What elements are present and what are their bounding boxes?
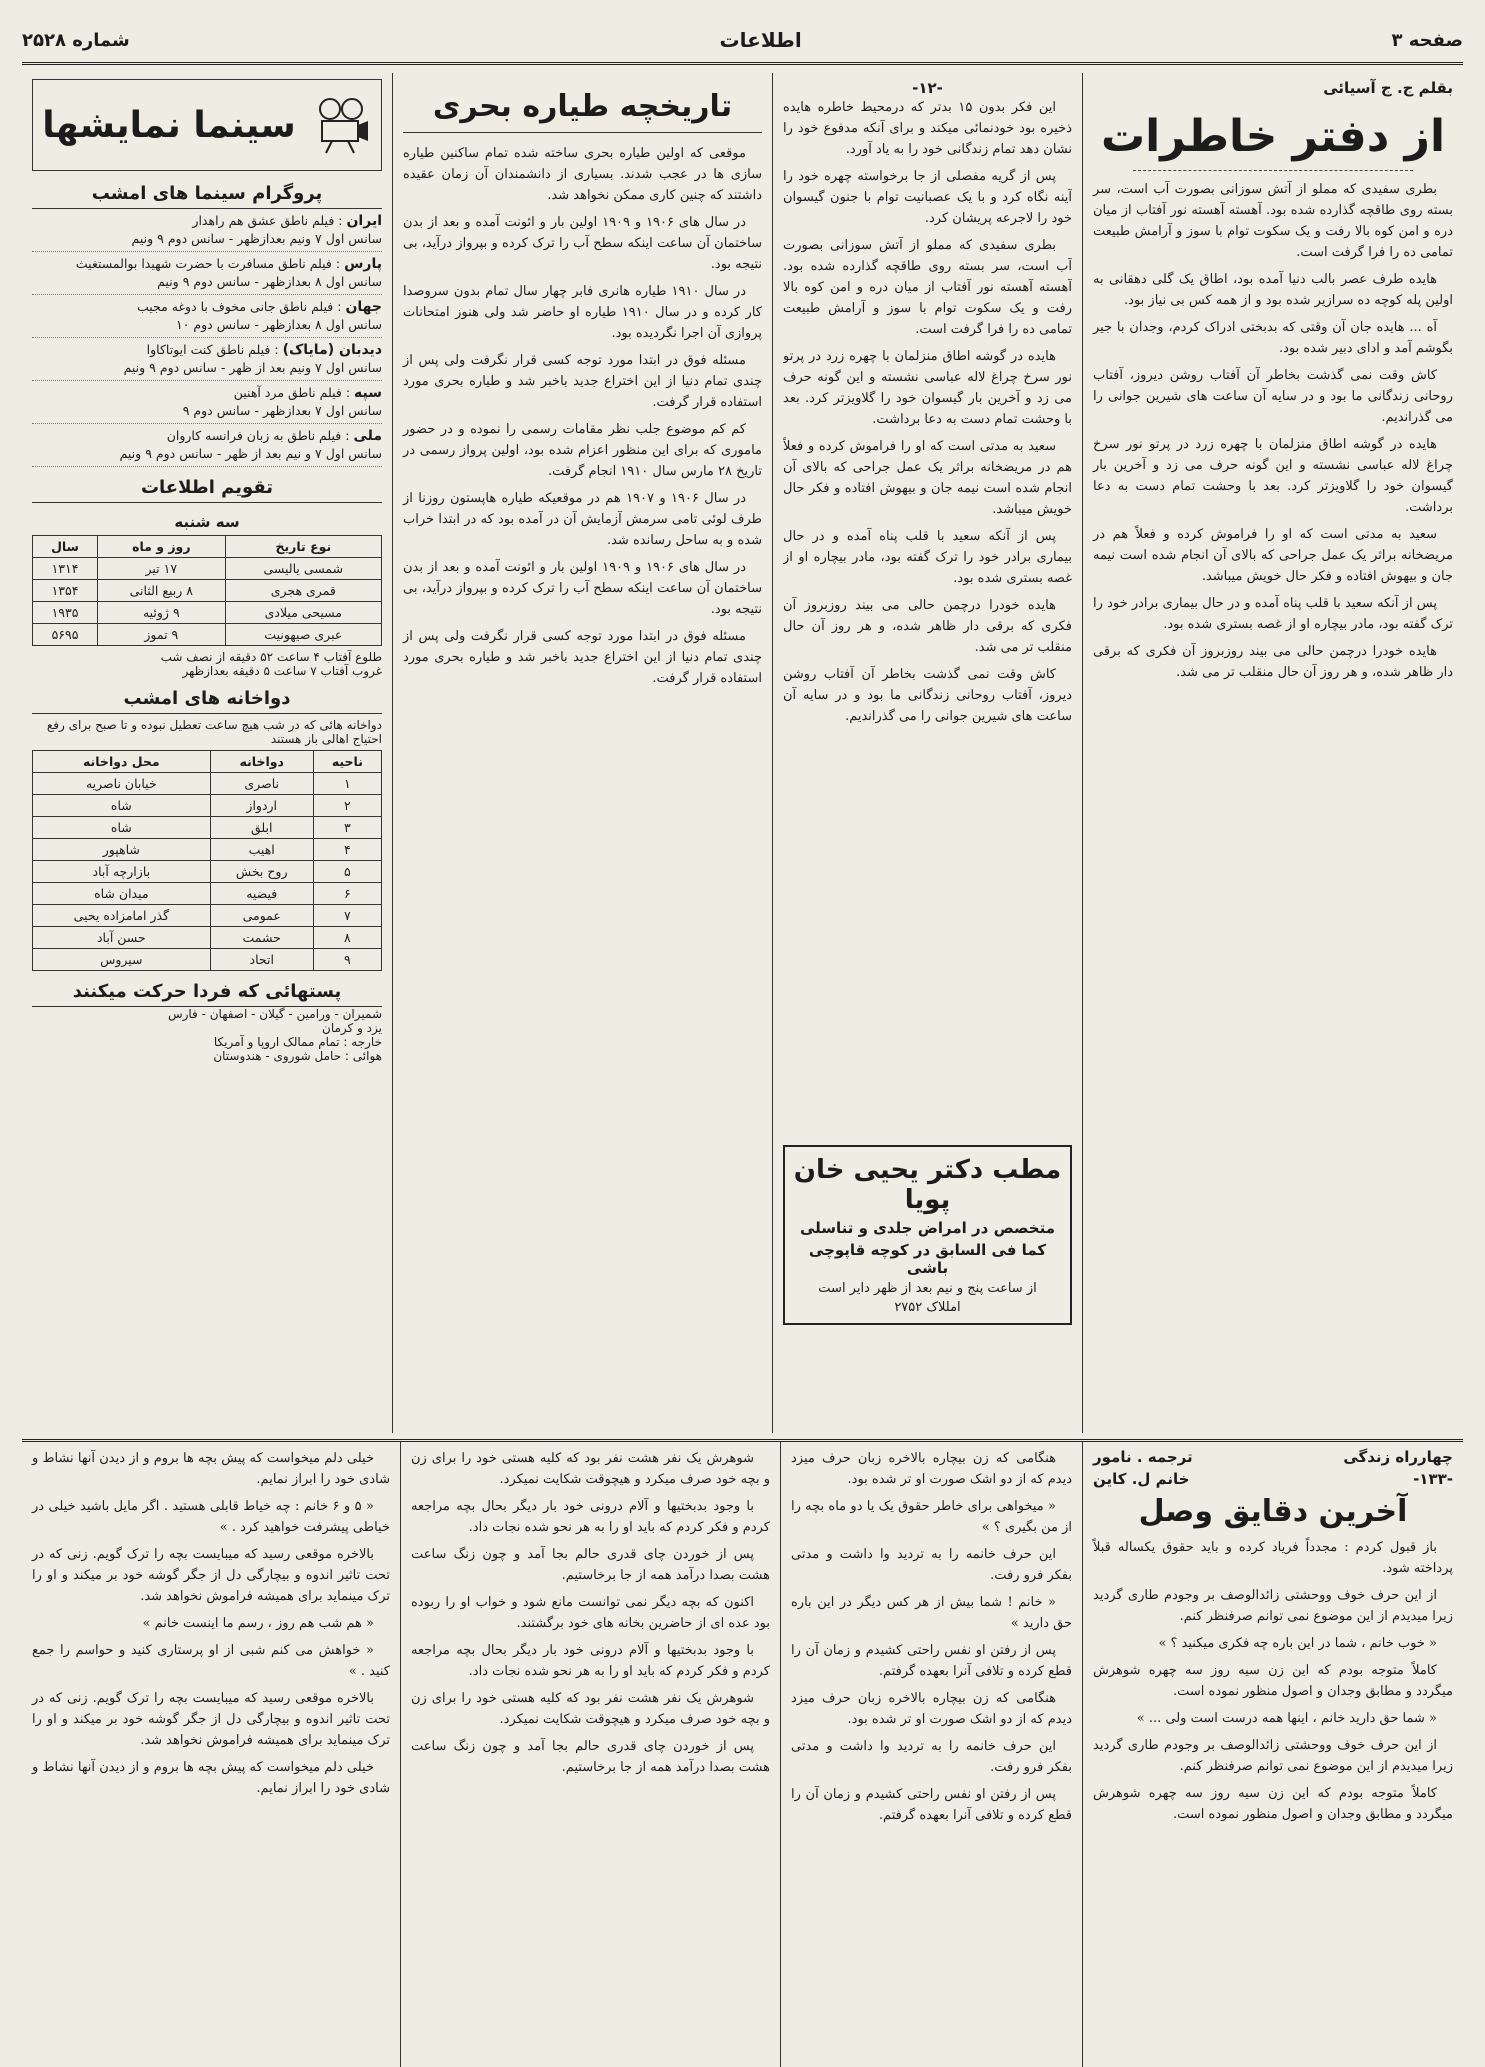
table-cell: ۱۳۱۴	[33, 558, 98, 580]
cinema-item: ملی : فیلم ناطق به زبان فرانسه کاروان سانس اول ۷ و نیم بعد از ظهر - سانس دوم ۹ ونیم	[32, 424, 382, 467]
paragraph: کاش وقت نمی گذشت بخاطر آن آفتاب روشن دیروز، آفتاب روحانی زندگانی ما بود و در سایه آن ساعت های شیرین جوانی را می گذراندیم.	[1093, 368, 1453, 425]
memoirs-column	[1083, 73, 1463, 1433]
mail-line: هوائی : حامل شوروی - هندوستان	[213, 1049, 382, 1063]
table-cell: سیروس	[33, 949, 211, 971]
table-cell: ۴	[313, 839, 381, 861]
paragraph: بالاخره موقعی رسید که میبایست بچه را ترک گویم. زنی که در تحت تاثیر اندوه و بیچارگی دل از جگر گوشه خود بر میکند و او را ترک مینماید برای همیشه فراموش نخواهد شد.	[32, 1547, 390, 1604]
memoirs-section-number: -۱۲-	[912, 79, 943, 97]
paragraph: از این حرف خوف ووحشتی زائدالوصف بر وجودم طاری گردید زیرا میدیدم از این موضوع نمی توانم صرفنظر کنم.	[1093, 1738, 1453, 1774]
paragraph: در سال های ۱۹۰۶ و ۱۹۰۹ اولین بار و ائونت آمده و بعد از بدن ساختمان آن ساعت اینکه سطح آب را ترک کرده و بپرواز درآید، بی نتیجه بود.	[403, 215, 762, 272]
film-camera-icon	[312, 95, 372, 155]
cinema-film: فیلم ناطق مرد آهنین	[233, 385, 342, 400]
paragraph: در سال ۱۹۰۶ و ۱۹۰۷ هم در موقعیکه طیاره هاپستون روزنا از طرف لوئی تامی سرمش آزمایش آن در آمده بود که در ابتدا خراب شده و به ساحل رسانده شد.	[403, 491, 762, 548]
table-cell: بازارچه آباد	[33, 861, 211, 883]
table-cell: ابلق	[210, 817, 313, 839]
mail-title: پستهائی که فردا حرکت میکنند	[32, 977, 382, 1007]
table-row	[33, 624, 382, 646]
page-label: صفحه ۳	[1391, 29, 1463, 51]
mail-line: خارجه : تمام ممالک اروپا و آمریکا	[213, 1035, 382, 1049]
table-cell: ۱	[313, 773, 381, 795]
cinema-film: فیلم ناطق جانی مخوف با دوغه مجیب	[137, 299, 334, 314]
paragraph: هایده خودرا درچمن حالی می بیند روزبروز آن فکری که برقی دار ظاهر شده، و هر روز آن حال منقلب تر می شد.	[783, 598, 1072, 655]
table-cell: شاه	[33, 817, 211, 839]
cinema-item: پارس : فیلم ناطق مسافرت با حضرت شهیدا بوالمستغیث سانس اول ۸ بعدازظهر - سانس دوم ۹ ونیم	[32, 252, 382, 295]
paragraph: کاملاً متوجه بودم که این زن سیه روز سه چهره شوهرش میگردد و مطابق وجدان و اصول منظور نموده است.	[1093, 1663, 1453, 1699]
paragraph: آه ... هایده جان آن وقتی که بدبختی ادراک کردم، وجدان با جیر بگوشم آمد و ادای دبیر شده بود.	[1093, 320, 1453, 356]
paragraph: شوهرش یک نفر هشت نفر بود که کلیه هستی خود را برای زن و بچه خود صرف میکرد و هیچوقت شکایت نمیکرد.	[411, 1691, 770, 1727]
seaplane-body	[403, 143, 762, 689]
cinema-name: سپه	[354, 385, 382, 401]
table-cell: اردواز	[210, 795, 313, 817]
paragraph: کاملاً متوجه بودم که این زن سیه روز سه چهره شوهرش میگردد و مطابق وجدان و اصول منظور نموده است.	[1093, 1786, 1453, 1822]
seaplane-column	[393, 73, 773, 1433]
cinema-times: سانس اول ۸ بعدازظهر - سانس دوم ۹ ونیم	[157, 274, 382, 289]
table-cell: ۶	[313, 883, 381, 905]
paper-name: اطلاعات	[719, 28, 802, 52]
paragraph: « خانم ! شما بیش از هر کس دیگر در این باره حق دارید »	[791, 1595, 1072, 1631]
table-cell: ۸	[313, 927, 381, 949]
paragraph: با وجود بدبختیها و آلام درونی خود بار دیگر بحال بچه مراجعه کردم و فکر کردم که باید او را به هر نحو شده نجات داد.	[411, 1643, 770, 1679]
cinema-list	[32, 209, 382, 467]
issue-label: شماره ۲۵۲۸	[22, 29, 130, 51]
table-row	[33, 580, 382, 602]
paragraph: خیلی دلم میخواست که پیش بچه ها بروم و از دیدن آنها نشاط و شادی خود را ابراز نمایم.	[32, 1451, 390, 1487]
memoirs-continued-column	[773, 73, 1083, 1433]
seaplane-title: تاریخچه طیاره بحری	[403, 89, 762, 133]
table-cell: ۵	[313, 861, 381, 883]
ad-subtitle: متخصص در امراض جلدی و تناسلی	[799, 1219, 1056, 1237]
table-cell: ۳	[313, 817, 381, 839]
serial-translator: ترجمه . نامور	[1093, 1448, 1193, 1466]
paragraph: پس از آنکه سعید با قلب پناه آمده و در حال بیماری برادر خود را ترک گفته بود، مادر بیچاره او از غصه بستری شده بود.	[783, 529, 1072, 586]
pharmacies-title: دواخانه های امشب	[32, 684, 382, 714]
serial-subheader	[1093, 1470, 1453, 1488]
cinema-film: فیلم ناطق مسافرت با حضرت شهیدا بوالمستغیث	[75, 256, 332, 271]
table-row	[33, 927, 382, 949]
paragraph: در سال ۱۹۱۰ طیاره هانری فابر چهار سال تمام بدون سروصدا کار کرده و در سال ۱۹۱۰ طیاره او حاضر شد ولی هنوز امتحانات پروازی آن اجرا نگردیده بود.	[403, 284, 762, 341]
paragraph: « میخواهی برای خاطر حقوق یک یا دو ماه بچه را از من بگیری ؟ »	[791, 1499, 1072, 1535]
table-cell: ناصری	[210, 773, 313, 795]
paragraph: بالاخره موقعی رسید که میبایست بچه را ترک گویم. زنی که در تحت تاثیر اندوه و بیچارگی دل از جگر گوشه خود بر میکند و او را ترک مینماید برای همیشه فراموش نخواهد شد.	[32, 1691, 390, 1748]
cinema-program-title: پروگرام سینما های امشب	[32, 179, 382, 209]
table-row	[33, 883, 382, 905]
paragraph: این فکر بدون ۱۵ بدتر که درمحیط خاطره هایده ذخیره بود خودنمائی میکند و برای آنکه مدفوع خود را نشان دهد تمام زندگانی خود را به یاد آورد.	[783, 100, 1072, 157]
cinema-film: فیلم ناطق به زبان فرانسه کاروان	[166, 428, 342, 443]
cinema-logo	[32, 79, 382, 171]
serial-column-3	[401, 1442, 781, 2067]
calendar-table	[32, 535, 382, 646]
mail-line: شمیران - ورامین - گیلان - اصفهان - فارس	[167, 1007, 382, 1021]
paragraph: « خواهش می کنم شبی از او پرستاری کنید و حواسم را جمع کنید . »	[32, 1643, 390, 1679]
paragraph: پس از خوردن چای قدری حالم بجا آمد و چون زنگ ساعت هشت بصدا درآمد همه از جا برخاستیم.	[411, 1547, 770, 1583]
serial-column-1	[1083, 1442, 1463, 2067]
table-cell: گذر امامزاده یحیی	[33, 905, 211, 927]
table-cell: حسن آباد	[33, 927, 211, 949]
paragraph: این حرف خانمه را به تردید وا داشت و مدتی بفکر فرو رفت.	[791, 1547, 1072, 1583]
paragraph: پس از گریه مفصلی از جا برخواسته چهره خود را آینه نگاه کرد و با یک عصبانیت توام با جنون گیسوان خود را لاجرعه پریشان کرد.	[783, 169, 1072, 226]
paragraph: « هم شب هم روز ، رسم ما اینست خانم »	[142, 1616, 374, 1631]
table-cell: ۵۶۹۵	[33, 624, 98, 646]
pharmacies-table	[32, 750, 382, 971]
serial-body	[411, 1448, 770, 1778]
paragraph: « ۵ و ۶ خانم : چه خیاط قابلی هستید . اگر مایل باشید خیلی در خیاطی پیشرفت خواهید کرد . »	[32, 1499, 390, 1535]
cinema-times: سانس اول ۷ بعدازظهر - سانس دوم ۹	[182, 403, 382, 418]
paragraph: هایده طرف عصر بالب دنیا آمده بود، اطاق یک گلی دهقانی به اولین پله کوچه ده سرازیر شده بود و از همه کس بی نیاز بود.	[1093, 272, 1453, 308]
memoirs-byline: بقلم ج. ج آسیائی	[1323, 79, 1453, 97]
table-header: ناحیه	[313, 751, 381, 773]
paragraph: پس از آنکه سعید با قلب پناه آمده و در حال بیماری برادر خود را ترک گفته بود، مادر بیچاره او از غصه بستری شده بود.	[1093, 596, 1453, 632]
paragraph: کم کم موضوع جلب نظر مقامات رسمی را نموده و در حضور ماموری که برای این منظور اعزام شده بود، اولین پرواز رسمی در تاریخ ۲۸ مارس سال ۱۹۱۰ انجام گرفت.	[403, 422, 762, 479]
paragraph: سعید به مدتی است که او را فراموش کرده و فعلاً هم در مریضخانه براثر یک عمل جراحی که بالای آن انجام شده است نیمه جان و بیهوش افتاده و فکر حال خویش میباشد.	[1093, 527, 1453, 584]
cinema-name: ملی	[353, 428, 382, 444]
ad-hours: از ساعت پنج و نیم بعد از ظهر دایر است	[818, 1281, 1037, 1296]
paragraph: پس از رفتن او نفس راحتی کشیدم و زمان آن را قطع کرده و تلافی آنرا بعهده گرفتم.	[791, 1643, 1072, 1679]
table-cell: حشمت	[210, 927, 313, 949]
table-row	[33, 861, 382, 883]
table-row	[33, 773, 382, 795]
cinema-name: جهان	[345, 299, 382, 315]
table-cell: ۷	[313, 905, 381, 927]
serial-label: چهارراه زندگی	[1343, 1448, 1453, 1466]
table-cell: میدان شاه	[33, 883, 211, 905]
table-cell: ۹ ژوئیه	[97, 602, 225, 624]
serial-author: خانم ل. کاین	[1093, 1470, 1190, 1488]
table-header: دواخانه	[210, 751, 313, 773]
paragraph: اکنون که بچه دیگر نمی توانست مانع شود و خواب او را ربوده بود عده ای از حاضرین بخانه های خود برگشتند.	[411, 1595, 770, 1631]
table-cell: عمومی	[210, 905, 313, 927]
ad-number: امللاک ۲۷۵۲	[894, 1300, 961, 1315]
paragraph: هایده خودرا درچمن حالی می بیند روزبروز آن فکری که برقی دار ظاهر شده، و هر روز آن حال منقلب تر می شد.	[1093, 644, 1453, 680]
cinema-film: فیلم ناطق کنت ایوتاکاوا	[146, 342, 271, 357]
cinema-name: دیدبان (مایاک)	[282, 342, 382, 358]
masthead	[22, 18, 1463, 65]
cinema-times: سانس اول ۷ ونیم بعد از ظهر - سانس دوم ۹ ونیم	[123, 360, 382, 375]
table-header: روز و ماه	[97, 536, 225, 558]
table-cell: خیابان ناصریه	[33, 773, 211, 795]
table-cell: ۱۹۳۵	[33, 602, 98, 624]
doctor-advertisement	[783, 1145, 1072, 1325]
paragraph: از این حرف خوف ووحشتی زائدالوصف بر وجودم طاری گردید زیرا میدیدم از این موضوع نمی توانم صرفنظر کنم.	[1093, 1588, 1453, 1624]
serial-section	[22, 1439, 1463, 2067]
sunset-line: غروب آفتاب ۷ ساعت ۵ دقیقه بعدازظهر	[182, 664, 382, 678]
paragraph: هایده در گوشه اطاق منزلمان با چهره زرد در پرتو نور سرخ چراغ لاله عباسی نشسته و این گونه حرف می زد و آخرین بار گیسوان خود را گلاویزتر کرد. بعد با وحشت تمام دست به دعا برداشت.	[783, 349, 1072, 427]
table-cell: ۹ تموز	[97, 624, 225, 646]
table-cell: ۹	[313, 949, 381, 971]
table-row	[33, 795, 382, 817]
table-cell: ۸ ربیع الثانی	[97, 580, 225, 602]
table-row	[33, 839, 382, 861]
listings-column	[22, 73, 393, 1433]
cinema-name: پارس	[344, 256, 382, 272]
cinema-item: جهان : فیلم ناطق جانی مخوف با دوغه مجیب سانس اول ۸ بعدازظهر - سانس دوم ۱۰	[32, 295, 382, 338]
paragraph: سعید به مدتی است که او را فراموش کرده و فعلاً هم در مریضخانه براثر یک عمل جراحی که بالای آن انجام شده است نیمه جان و بیهوش افتاده و فکر حال خویش میباشد.	[783, 439, 1072, 517]
serial-title: آخرین دقایق وصل	[1138, 1494, 1408, 1529]
serial-body	[32, 1448, 390, 1799]
table-header: سال	[33, 536, 98, 558]
calendar-title: تقویم اطلاعات	[32, 473, 382, 503]
memoirs-continued-body	[783, 97, 1072, 1137]
table-cell: شاه	[33, 795, 211, 817]
paragraph: بطری سفیدی که مملو از آتش سوزانی بصورت آب است، سر بسته روی طاقچه گذارده شده بود. آهسته آهسته نور آفتاب از میان دره و امن کوه بالا رفت و یک سکوت توام با سوز و آرامش طبیعت تمامی ده را فرا گرفت است.	[1093, 182, 1453, 260]
table-cell: شاهپور	[33, 839, 211, 861]
divider	[1133, 170, 1413, 171]
cinema-item: سپه : فیلم ناطق مرد آهنین سانس اول ۷ بعدازظهر - سانس دوم ۹	[32, 381, 382, 424]
paragraph: پس از رفتن او نفس راحتی کشیدم و زمان آن را قطع کرده و تلافی آنرا بعهده گرفتم.	[791, 1787, 1072, 1823]
table-row	[33, 558, 382, 580]
table-cell: اتحاد	[210, 949, 313, 971]
serial-body	[791, 1448, 1072, 1826]
upper-section	[22, 73, 1463, 1433]
cinema-item: دیدبان (مایاک) : فیلم ناطق کنت ایوتاکاوا سانس اول ۷ ونیم بعد از ظهر - سانس دوم ۹ ونیم	[32, 338, 382, 381]
cinema-logo-text: سینما نمایشها	[42, 104, 296, 146]
paragraph: با وجود بدبختیها و آلام درونی خود بار دیگر بحال بچه مراجعه کردم و فکر کردم که باید او را به هر نحو شده نجات داد.	[411, 1499, 770, 1535]
table-cell: اهیب	[210, 839, 313, 861]
paragraph: مسئله فوق در ابتدا مورد توجه کسی قرار نگرفت ولی پس از چندی تمام دنیا از این اختراع جدید باخبر شد و طیاره بحری مورد استفاده قرار گرفت.	[403, 629, 762, 686]
calendar-day: سه شنبه	[174, 513, 240, 531]
table-cell: شمسی یالیسی	[225, 558, 381, 580]
serial-number: -۱۳۳-	[1413, 1470, 1453, 1488]
table-row	[33, 905, 382, 927]
cinema-film: فیلم ناطق عشق هم راهدار	[192, 213, 335, 228]
cinema-name: ایران	[346, 213, 382, 229]
cinema-times: سانس اول ۸ بعدازظهر - سانس دوم ۱۰	[175, 317, 382, 332]
table-header: نوع تاریخ	[225, 536, 381, 558]
table-cell: ۲	[313, 795, 381, 817]
paragraph: کاش وقت نمی گذشت بخاطر آن آفتاب روشن دیروز، آفتاب روحانی زندگانی ما بود و در سایه آن ساعت های شیرین جوانی را می گذراندیم.	[783, 667, 1072, 724]
table-header: محل دواخانه	[33, 751, 211, 773]
serial-column-4	[22, 1442, 401, 2067]
memoirs-body	[1093, 179, 1453, 683]
table-cell: ۱۳۵۴	[33, 580, 98, 602]
table-cell: ۱۷ تیر	[97, 558, 225, 580]
table-cell: روح بخش	[210, 861, 313, 883]
paragraph: باز قبول کردم : مجدداً فریاد کرده و باید حقوق یکساله قبلاً پرداخته شود.	[1093, 1540, 1453, 1576]
paragraph: « خوب خانم ، شما در این باره چه فکری میکنید ؟ »	[1158, 1636, 1437, 1651]
table-row	[33, 817, 382, 839]
paragraph: در سال های ۱۹۰۶ و ۱۹۰۹ اولین بار و ائونت آمده و بعد از بدن ساختمان آن ساعت اینکه سطح آب را ترک کرده و بپرواز درآید، بی نتیجه بود.	[403, 560, 762, 617]
mail-line: یزد و کرمان	[322, 1021, 382, 1035]
table-row	[33, 602, 382, 624]
paragraph: پس از خوردن چای قدری حالم بجا آمد و چون زنگ ساعت هشت بصدا درآمد همه از جا برخاستیم.	[411, 1739, 770, 1775]
ad-address: کما فی السابق در کوچه قاپوچی باشی	[808, 1241, 1047, 1277]
paragraph: مسئله فوق در ابتدا مورد توجه کسی قرار نگرفت ولی پس از چندی تمام دنیا از این اختراع جدید باخبر شد و طیاره بحری مورد استفاده قرار گرفت.	[403, 353, 762, 410]
paragraph: خیلی دلم میخواست که پیش بچه ها بروم و از دیدن آنها نشاط و شادی خود را ابراز نمایم.	[32, 1760, 390, 1796]
pharmacies-note: دواخانه هائی که در شب هیچ ساعت تعطیل نبوده و تا صبح برای رفع احتیاج اهالی باز هستند	[46, 718, 382, 746]
paragraph: هنگامی که زن بیچاره بالاخره زبان حرف میزد دیدم که از دو اشک صورت او تر شده بود.	[791, 1451, 1072, 1487]
paragraph: هنگامی که زن بیچاره بالاخره زبان حرف میزد دیدم که از دو اشک صورت او تر شده بود.	[791, 1691, 1072, 1727]
memoirs-title: از دفتر خاطرات	[1100, 111, 1446, 162]
serial-body	[1093, 1537, 1453, 1825]
cinema-times: سانس اول ۷ ونیم بعدازظهر - سانس دوم ۹ ونیم	[131, 231, 382, 246]
table-cell: فیضیه	[210, 883, 313, 905]
paragraph: این حرف خانمه را به تردید وا داشت و مدتی بفکر فرو رفت.	[791, 1739, 1072, 1775]
serial-column-2	[781, 1442, 1083, 2067]
table-cell: مسیحی میلادی	[225, 602, 381, 624]
table-row	[33, 949, 382, 971]
serial-header	[1093, 1448, 1453, 1466]
paragraph: شوهرش یک نفر هشت نفر بود که کلیه هستی خود را برای زن و بچه خود صرف میکرد و هیچوقت شکایت نمیکرد.	[411, 1451, 770, 1487]
paragraph: هایده در گوشه اطاق منزلمان با چهره زرد در پرتو نور سرخ چراغ لاله عباسی نشسته و این گونه حرف می زد و آخرین بار گیسوان خود را گلاویزتر کرد. بعد با وحشت تمام دست به دعا برداشت.	[1093, 437, 1453, 515]
cinema-item: ایران : فیلم ناطق عشق هم راهدار سانس اول ۷ ونیم بعدازظهر - سانس دوم ۹ ونیم	[32, 209, 382, 252]
sunrise-line: طلوع آفتاب ۴ ساعت ۵۲ دقیقه از نصف شب	[160, 650, 382, 664]
table-cell: عبری صیهونیت	[225, 624, 381, 646]
paragraph: بطری سفیدی که مملو از آتش سوزانی بصورت آب است، سر بسته روی طاقچه گذارده شده بود. آهسته آهسته نور آفتاب از میان دره و امن کوه بالا رفت و یک سکوت توام با سوز و آرامش طبیعت تمامی ده را فرا گرفت است.	[783, 238, 1072, 337]
table-cell: قمری هجری	[225, 580, 381, 602]
paragraph: « شما حق دارید خانم ، اینها همه درست است ولی ... »	[1136, 1711, 1437, 1726]
paragraph: موقعی که اولین طیاره بحری ساخته شده تمام ساکنین طیاره سازی ها در عجب شدند. بسیاری از دانشمندان آن زمان عقیده داشتند که چنین کاری ممکن نخواهد شد.	[403, 146, 762, 203]
ad-title: مطب دکتر یحیی خان پویا	[793, 1155, 1062, 1215]
cinema-times: سانس اول ۷ و نیم بعد از ظهر - سانس دوم ۹ ونیم	[119, 446, 382, 461]
